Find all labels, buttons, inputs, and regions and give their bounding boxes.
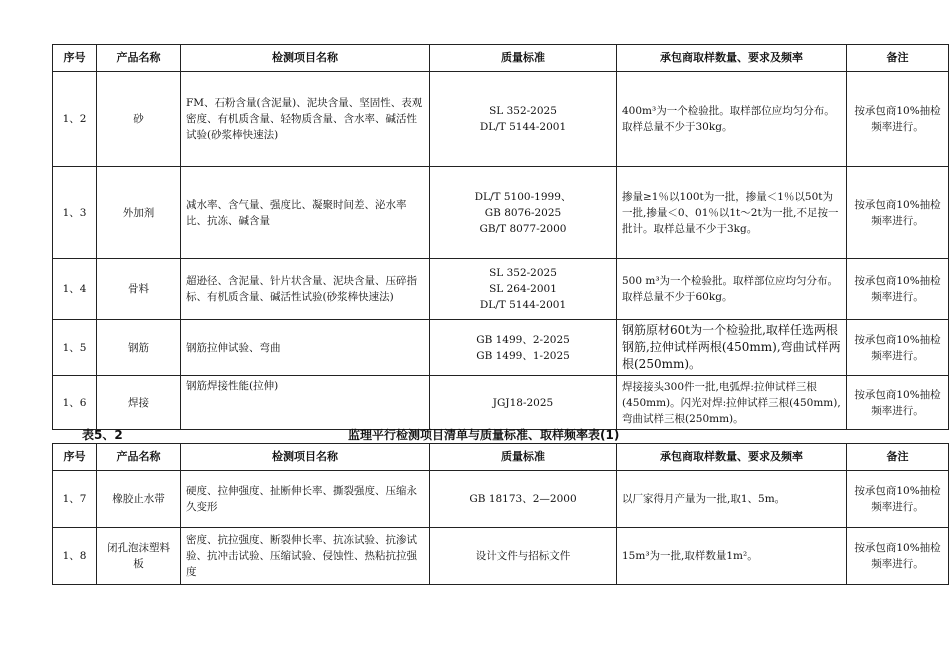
table-caption [52,425,898,443]
test-items: 减水率、含气量、强度比、凝聚时间差、泌水率比、抗冻、碱含量 [181,167,430,259]
sampling-requirement: 焊接接头300件一批,电弧焊:拉伸试样三根(450mm)。闪光对焊:拉伸试样三根(450mm),弯曲试样三根(250mm)。 [617,376,847,430]
col-header-standard: 质量标准 [430,45,617,72]
sampling-requirement: 500 m³为一个检验批。取样部位应均匀分布。取样总量不少于60kg。 [617,259,847,320]
quality-standard: SL 352-2025 DL/T 5144-2001 [430,72,617,167]
remark: 按承包商10%抽检频率进行。 [847,72,949,167]
table-row [53,72,949,167]
table-row [53,528,949,585]
product-name: 外加剂 [97,167,181,259]
remark: 按承包商10%抽检频率进行。 [847,167,949,259]
sampling-requirement: 15m³为一批,取样数量1m²。 [617,528,847,585]
table-row [53,471,949,528]
quality-standard: GB 1499、2-2025 GB 1499、1-2025 [430,320,617,376]
col-header-product: 产品名称 [97,45,181,72]
product-name: 闭孔泡沫塑料板 [97,528,181,585]
col-header-product: 产品名称 [97,444,181,471]
product-name: 骨料 [97,259,181,320]
table-row [53,376,949,430]
table-row [53,320,949,376]
sampling-requirement: 以厂家得月产量为一批,取1、5m。 [617,471,847,528]
table-title: 监理平行检测项目清单与质量标准、取样频率表(1) [348,428,620,442]
table-header-row [53,444,949,471]
col-header-no: 序号 [53,444,97,471]
remark: 按承包商10%抽检频率进行。 [847,528,949,585]
col-header-standard: 质量标准 [430,444,617,471]
product-name: 焊接 [97,376,181,430]
row-no: 1、7 [53,471,97,528]
sampling-table-2 [52,443,949,585]
test-items: 钢筋拉伸试验、弯曲 [181,320,430,376]
sampling-table-1 [52,44,949,430]
col-header-remark: 备注 [847,45,949,72]
row-no: 1、8 [53,528,97,585]
product-name: 砂 [97,72,181,167]
col-header-remark: 备注 [847,444,949,471]
quality-standard: SL 352-2025 SL 264-2001 DL/T 5144-2001 [430,259,617,320]
col-header-no: 序号 [53,45,97,72]
remark: 按承包商10%抽检频率进行。 [847,259,949,320]
col-header-items: 检测项目名称 [181,45,430,72]
col-header-items: 检测项目名称 [181,444,430,471]
remark: 按承包商10%抽检频率进行。 [847,376,949,430]
remark: 按承包商10%抽检频率进行。 [847,320,949,376]
row-no: 1、6 [53,376,97,430]
remark: 按承包商10%抽检频率进行。 [847,471,949,528]
product-name: 钢筋 [97,320,181,376]
test-items: FM、石粉含量(含泥量)、泥块含量、坚固性、表观密度、有机质含量、轻物质含量、含水率、碱活性试验(砂浆棒快速法) [181,72,430,167]
product-name: 橡胶止水带 [97,471,181,528]
quality-standard: 设计文件与招标文件 [430,528,617,585]
sampling-requirement: 掺量≥1％以100t为一批，掺量＜1％以50t为一批,掺量＜0、01％以1t～2t为一批,不足按一批计。取样总量不少于3kg。 [617,167,847,259]
col-header-sampling: 承包商取样数量、要求及频率 [617,444,847,471]
table-row [53,259,949,320]
quality-standard: DL/T 5100-1999、 GB 8076-2025 GB/T 8077-2000 [430,167,617,259]
table-header-row [53,45,949,72]
test-items: 硬度、拉伸强度、扯断伸长率、撕裂强度、压缩永久变形 [181,471,430,528]
test-items: 密度、抗拉强度、断裂伸长率、抗冻试验、抗渗试验、抗冲击试验、压缩试验、侵蚀性、热粘抗拉强度 [181,528,430,585]
quality-standard: GB 18173、2—2000 [430,471,617,528]
row-no: 1、3 [53,167,97,259]
row-no: 1、5 [53,320,97,376]
table-row [53,167,949,259]
row-no: 1、4 [53,259,97,320]
sampling-requirement: 钢筋原材60t为一个检验批,取样任选两根钢筋,拉伸试样两根(450mm),弯曲试样两根(250mm)。 [617,320,847,376]
test-items: 钢筋焊接性能(拉伸) [181,376,430,430]
table-number: 表5、2 [82,428,123,442]
test-items: 超逊径、含泥量、针片状含量、泥块含量、压碎指标、有机质含量、碱活性试验(砂浆棒快速法) [181,259,430,320]
row-no: 1、2 [53,72,97,167]
col-header-sampling: 承包商取样数量、要求及频率 [617,45,847,72]
sampling-requirement: 400m³为一个检验批。取样部位应均匀分布。取样总量不少于30kg。 [617,72,847,167]
quality-standard: JGJ18-2025 [430,376,617,430]
